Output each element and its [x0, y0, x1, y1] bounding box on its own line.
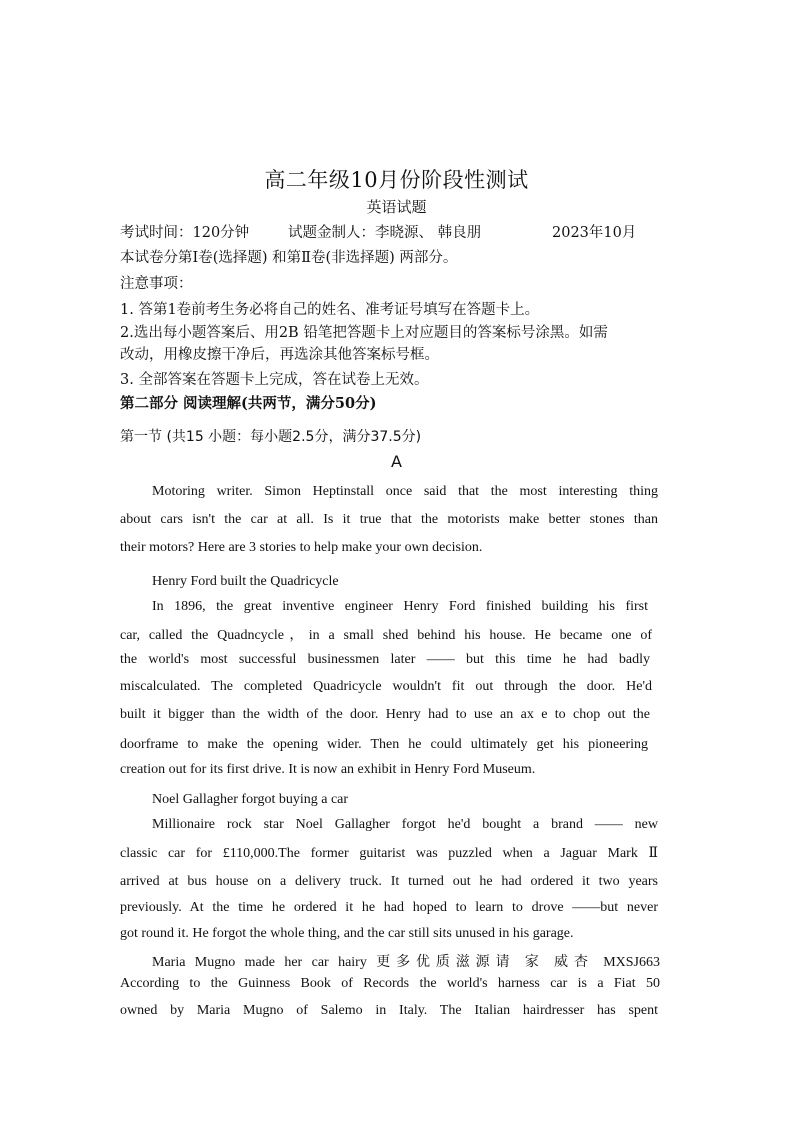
exam-setters: 试题金制人：李晓源、 韩良朋 — [288, 225, 482, 241]
story-3-line-2: According to the Guinness Book of Records the world's harness car is a Fiat 50 — [120, 976, 660, 991]
note-item-2-continued: 改动，用橡皮擦干净后，再选涂其他答案标号框。 — [120, 347, 439, 363]
note-item-2: 2.选出每小题答案后、用2B 铅笔把答题卡上对应题目的答案标号涂黑。如需 — [120, 325, 608, 341]
story-3-line-1: Maria Mugno made her car hairy 更多优质滋源请 家 威杏 MXSJ663 — [152, 955, 660, 970]
story-2-line-3: arrived at bus house on a delivery truck. It turned out he had ordered it two years — [120, 874, 658, 889]
intro-line-3: their motors? Here are 3 stories to help make your own decision. — [120, 540, 483, 555]
section-heading: 第一节 (共15 小题：每小题2.5分，满分37.5分) — [120, 429, 422, 445]
intro-line-1: Motoring writer. Simon Heptinstall once said that the most interesting thing — [152, 484, 658, 499]
story-2-line-1: Millionaire rock star Noel Gallagher forgot he'd bought a brand —— new — [152, 817, 658, 832]
story-2-line-4: previously. At the time he ordered it he had hoped to learn to drove ——but never — [120, 900, 658, 915]
passage-label: A — [391, 452, 402, 471]
story-1-line-5: built it bigger than the width of the door. Henry had to use an ax e to chop out the — [120, 707, 650, 722]
exam-time: 考试时间：120分钟 — [120, 225, 250, 241]
story-1-line-7: creation out for its first drive. It is now an exhibit in Henry Ford Museum. — [120, 762, 536, 777]
story-1-line-2: car, called the Quadncycle，in a small shed behind his house. He became one of — [120, 628, 652, 643]
notes-heading: 注意事项： — [120, 276, 193, 292]
exam-composition: 本试卷分第Ⅰ卷(选择题) 和第Ⅱ卷(非选择题) 两部分。 — [120, 250, 458, 266]
note-item-1: 1. 答第1卷前考生务必将自己的姓名、准考证号填写在答题卡上。 — [120, 302, 540, 318]
intro-line-2: about cars isn't the car at all. Is it true that the motorists make better stones than — [120, 512, 658, 527]
story-2-line-5: got round it. He forgot the whole thing, and the car still sits unused in his garage. — [120, 926, 574, 941]
story-1-line-3: the world's most successful businessmen later —— but this time he had badly — [120, 652, 650, 667]
story-2-line-2: classic car for £110,000.The former guitarist was puzzled when a Jaguar Mark Ⅱ — [120, 846, 658, 861]
story-1-line-6: doorframe to make the opening wider. Then he could ultimately get his pioneering — [120, 737, 648, 752]
exam-title: 高二年级10月份阶段性测试 — [264, 168, 529, 192]
exam-date: 2023年10月 — [552, 225, 637, 241]
part-heading: 第二部分 阅读理解(共两节，满分50分) — [120, 395, 377, 412]
story-2-title: Noel Gallagher forgot buying a car — [152, 792, 349, 807]
story-1-line-1: In 1896, the great inventive engineer Henry Ford finished building his first — [152, 599, 648, 614]
story-1-line-4: miscalculated. The completed Quadricycle wouldn't fit out through the door. He'd — [120, 679, 652, 694]
story-3-line-3: owned by Maria Mugno of Salemo in Italy. The Italian hairdresser has spent — [120, 1003, 658, 1018]
note-item-3: 3. 全部答案在答题卡上完成，答在试卷上无效。 — [120, 372, 429, 388]
story-1-title: Henry Ford built the Quadricycle — [152, 574, 339, 589]
exam-subtitle: 英语试题 — [366, 198, 427, 216]
